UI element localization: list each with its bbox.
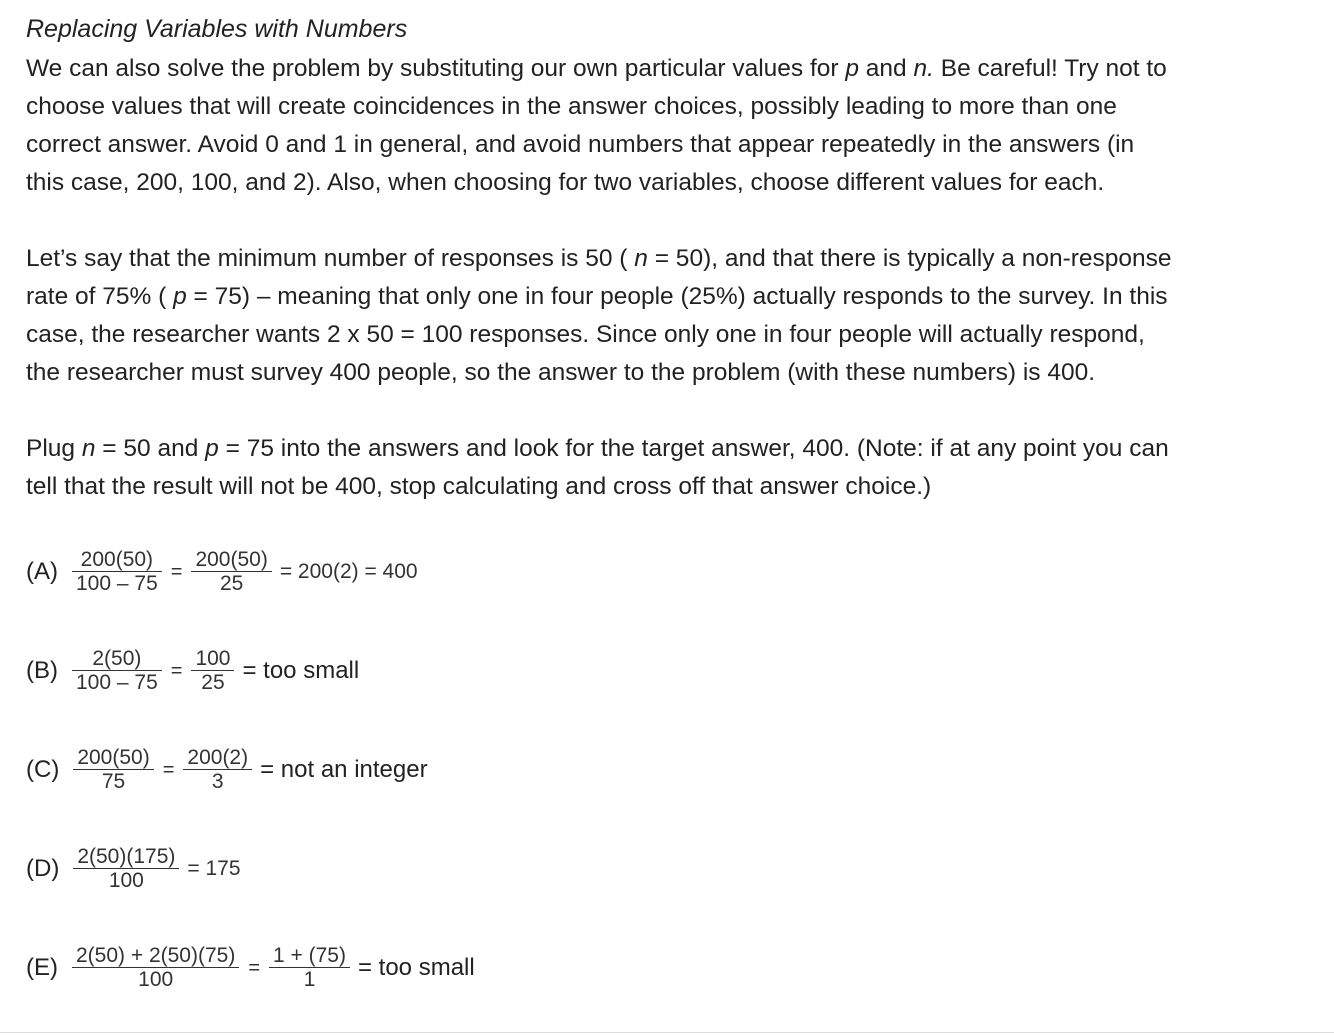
variable: n (81, 435, 96, 462)
answer-choice (26, 845, 241, 893)
text-line (26, 354, 1172, 392)
numerator: 200(50) (80, 548, 154, 571)
denominator: 1 (269, 967, 350, 992)
denominator: 3 (183, 769, 252, 794)
answer-choice (26, 746, 428, 794)
text-segment: Plug (26, 435, 82, 462)
numerator: 200(50) (77, 746, 150, 769)
text-segment: this case, 200, 100, and 2). Also, when choosing for two variables, choose different values for each. (26, 169, 1105, 196)
text-segment: Be careful! Try not to (933, 55, 1167, 82)
variable: n (634, 245, 648, 272)
result-text: = too small (357, 954, 475, 981)
result-text: = not an integer (260, 756, 428, 783)
text-line (26, 126, 1167, 164)
text-line (26, 88, 1167, 126)
paragraph (26, 50, 1167, 202)
answer-choice (26, 548, 418, 596)
text-segment: correct answer. Avoid 0 and 1 in general, and avoid numbers that appear repeatedly in the answers (in (26, 131, 1135, 158)
fraction (72, 944, 239, 992)
denominator: 100 (73, 868, 179, 893)
text-segment: the researcher must survey 400 people, so the answer to the problem (with these numbers) is 400. (26, 359, 1096, 386)
fraction (73, 845, 179, 893)
text-line (26, 316, 1172, 354)
text-segment: = 50), and that there is typically a non-response (647, 245, 1172, 272)
paragraph (26, 430, 1169, 506)
text-line (26, 240, 1172, 278)
section-title: Replacing Variables with Numbers (26, 15, 408, 43)
denominator: 100 (72, 967, 239, 992)
divider (0, 1032, 1334, 1033)
equals-sign: = (162, 758, 175, 781)
answer-choice (26, 647, 359, 695)
denominator: 25 (191, 571, 271, 596)
fraction (269, 944, 350, 992)
fraction (191, 647, 234, 695)
numerator: 200(2) (187, 746, 249, 769)
denominator: 25 (191, 670, 234, 695)
choice-label: (D) (26, 855, 60, 882)
fraction (72, 647, 162, 695)
paragraph (26, 240, 1172, 392)
text-segment: = 50 and (95, 435, 206, 462)
denominator: 75 (73, 769, 153, 794)
answer-choice (26, 944, 475, 992)
equals-sign: = (170, 560, 183, 583)
text-segment: rate of 75% ( (26, 283, 174, 310)
numerator: 2(50) + 2(50)(75) (76, 944, 236, 967)
numerator: 2(50)(175) (77, 845, 176, 868)
text-segment: and (859, 55, 914, 82)
numerator: 2(50) (92, 647, 142, 670)
variable: p (845, 55, 859, 82)
result-text: = 200(2) = 400 (279, 560, 418, 583)
text-segment: choose values that will create coincidences in the answer choices, possibly leading to more than one (26, 93, 1117, 120)
choice-label: (E) (26, 954, 58, 981)
numerator: 200(50) (195, 548, 268, 571)
equals-sign: = (248, 956, 261, 979)
text-line (26, 430, 1169, 468)
text-line (26, 164, 1167, 202)
fraction (191, 548, 271, 596)
result-text: = too small (242, 657, 360, 684)
text-segment: case, the researcher wants 2 x 50 = 100 responses. Since only one in four people will actually respond, (26, 321, 1145, 348)
numerator: 100 (195, 647, 231, 670)
variable: n. (913, 55, 934, 82)
text-segment: = 75 into the answers and look for the target answer, 400. (Note: if at any point you can (218, 435, 1169, 462)
text-line (26, 50, 1167, 88)
fraction (72, 548, 162, 596)
choice-label: (A) (26, 558, 58, 585)
choice-label: (B) (26, 657, 58, 684)
text-segment: Let’s say that the minimum number of responses is 50 ( (26, 245, 635, 272)
equals-sign: = (170, 659, 183, 682)
fraction (183, 746, 252, 794)
fraction (73, 746, 153, 794)
text-segment: = 75) – meaning that only one in four people (25%) actually responds to the survey. In this (186, 283, 1168, 310)
variable: p (205, 435, 219, 462)
text-line (26, 468, 1169, 506)
result-text: = 175 (187, 857, 241, 880)
text-segment: We can also solve the problem by substituting our own particular values for (26, 55, 846, 82)
text-segment: tell that the result will not be 400, stop calculating and cross off that answer choice.) (26, 473, 932, 500)
denominator: 100 – 75 (72, 670, 162, 695)
variable: p (173, 283, 187, 310)
numerator: 1 + (75) (273, 944, 346, 967)
denominator: 100 – 75 (72, 571, 162, 596)
choice-label: (C) (26, 756, 60, 783)
text-line (26, 278, 1172, 316)
